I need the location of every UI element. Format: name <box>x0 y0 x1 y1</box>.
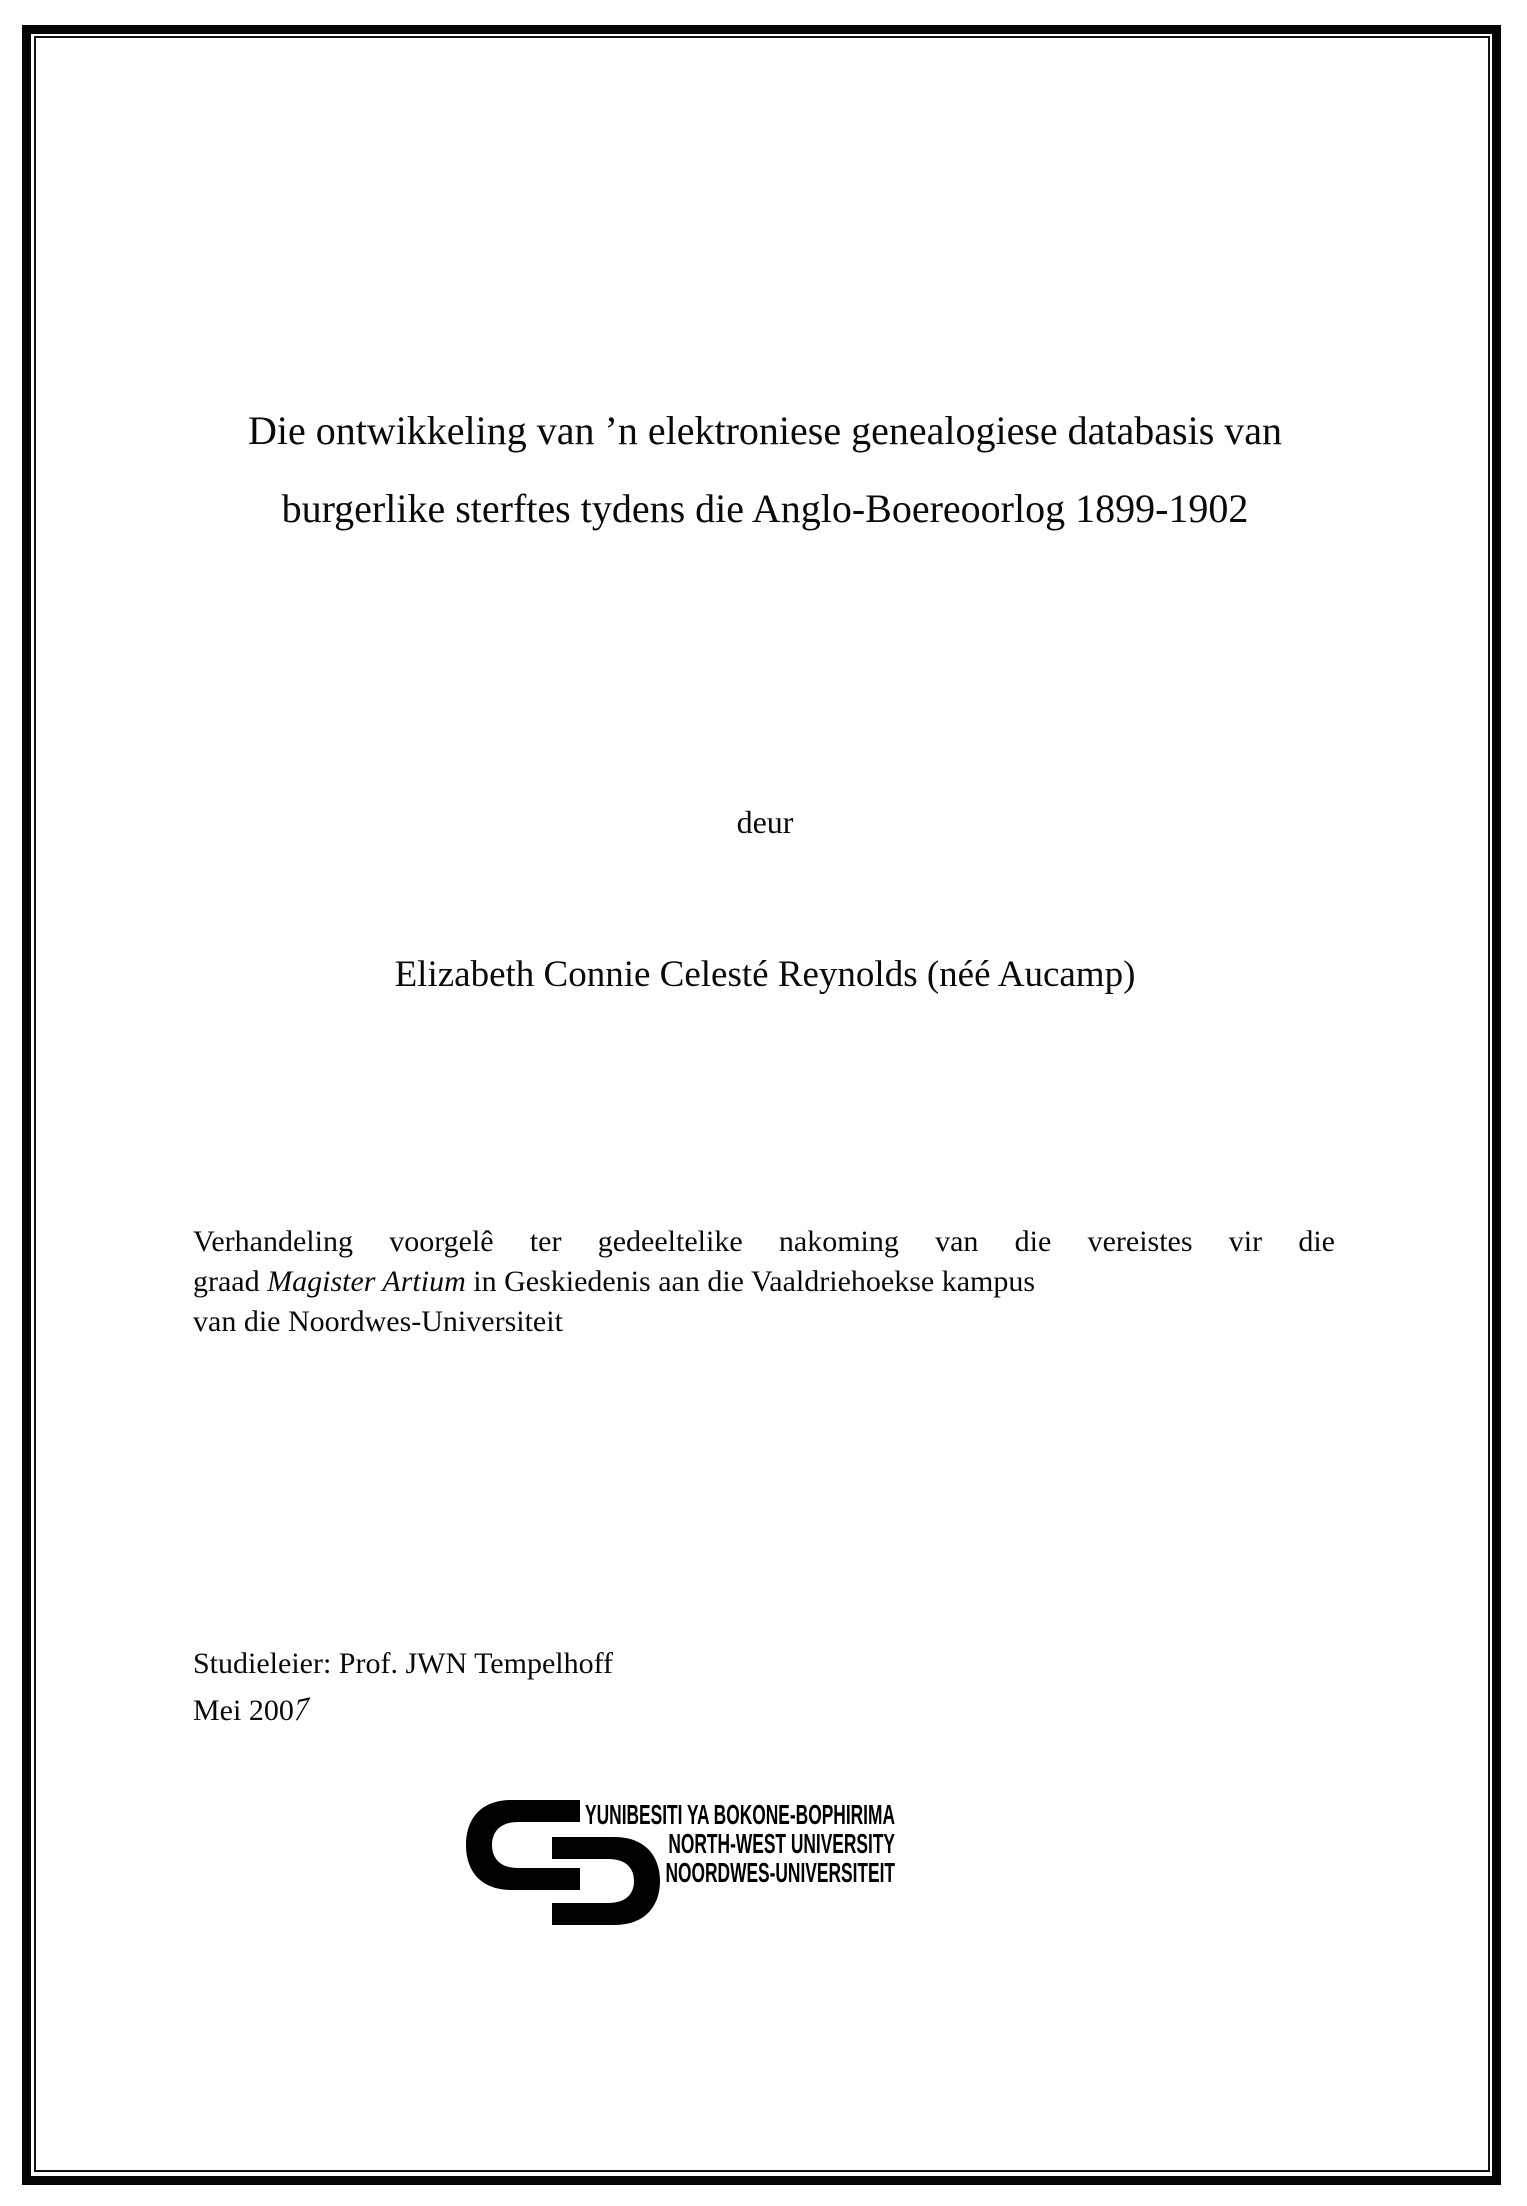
thesis-statement-line2-prefix: graad <box>193 1265 268 1298</box>
date-prefix: Mei 200 <box>193 1694 294 1727</box>
university-name-afrikaans: NOORDWES-UNIVERSITEIT <box>665 1857 895 1888</box>
degree-name-italic: Magister Artium <box>267 1265 466 1298</box>
university-name-setswana: YUNIBESITI YA BOKONE-BOPHIRIMA <box>585 1799 895 1830</box>
supervisor-and-date <box>193 1640 1093 1734</box>
author-name: Elizabeth Connie Celesté Reynolds (néé Aucamp) <box>394 954 1136 995</box>
page-title-line2: burgerlike sterftes tydens die Anglo-Boereoorlog 1899-1902 <box>281 486 1249 531</box>
thesis-statement-line2-suffix: in Geskiedenis aan die Vaaldriehoekse kampus <box>465 1265 1036 1298</box>
page-title-line1: Die ontwikkeling van ’n elektroniese genealogiese databasis van <box>247 408 1283 453</box>
thesis-statement <box>193 1222 1335 1342</box>
thesis-statement-line1: Verhandeling voorgelê ter gedeeltelike nakoming van die vereistes vir die <box>193 1225 1335 1258</box>
date-final-digit: 7 <box>293 1690 310 1729</box>
supervisor-line: Studieleier: Prof. JWN Tempelhoff <box>193 1647 614 1680</box>
university-name-english: NORTH-WEST UNIVERSITY <box>668 1828 895 1859</box>
university-logo-text <box>585 1800 895 1887</box>
byline-label: deur <box>736 804 794 840</box>
thesis-statement-line3: van die Noordwes-Universiteit <box>193 1305 563 1338</box>
date-line <box>193 1687 1093 1734</box>
page-title <box>170 392 1360 548</box>
thesis-statement-line2 <box>193 1262 1335 1302</box>
